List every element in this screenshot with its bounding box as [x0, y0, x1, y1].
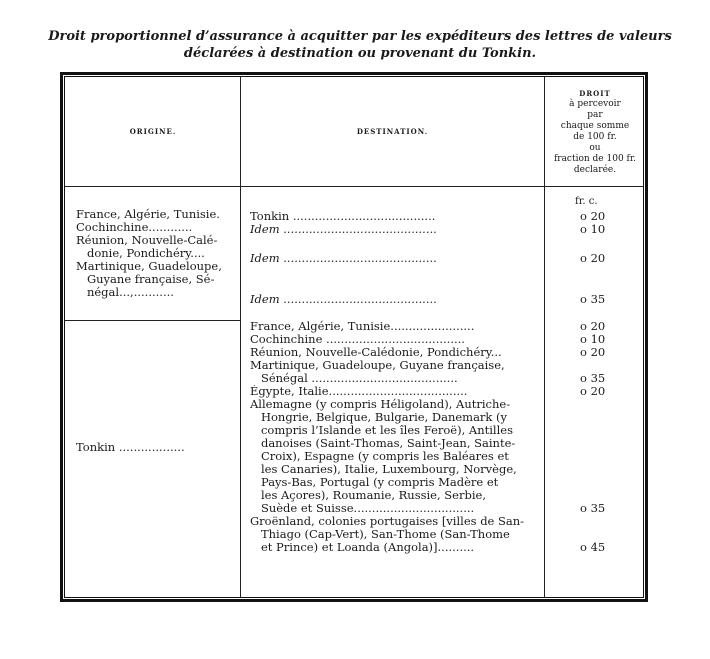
dest-line: Pays-Bas, Portugal (y compris Madère et — [250, 476, 499, 489]
dest-bottom-list — [250, 320, 542, 554]
value-bottom-4: o 35 — [580, 371, 606, 385]
value-bottom-6: o 35 — [580, 501, 606, 515]
header-origine: ORIGINE. — [129, 127, 177, 136]
header-droit-line: DROIT — [579, 89, 611, 98]
origin-line: France, Algérie, Tunisie. — [76, 208, 220, 221]
title-line-2: déclarées à destination ou provenant du Tonkin. — [183, 46, 537, 61]
dest-line: les Canaries), Italie, Luxembourg, Norvège, — [250, 463, 517, 476]
header-droit-line: par — [587, 110, 603, 120]
header-divider — [65, 186, 643, 187]
header-droit-line: de 100 fr. — [573, 132, 617, 142]
dest-line: danoises (Saint-Thomas, Saint-Jean, Sainte- — [250, 437, 516, 450]
dest-top-3: Idem .......................................... — [250, 251, 437, 265]
origin-line: Réunion, Nouvelle-Calé- — [76, 234, 218, 247]
value-bottom-3: o 20 — [580, 345, 606, 359]
dest-line: Allemagne (y compris Héligoland), Autriche- — [250, 398, 511, 411]
origin-line: Cochinchine............ — [76, 221, 193, 234]
title-line-1: Droit proportionnel d’assurance à acquitter par les expéditeurs des lettres de valeurs — [48, 29, 672, 44]
dest-line: compris l’Islande et les îles Feroë), Antilles — [250, 424, 513, 437]
dest-line: les Açores), Roumanie, Russie, Serbie, — [250, 489, 486, 502]
header-droit — [547, 88, 643, 176]
value-top-1: o 20 — [580, 209, 606, 223]
value-bottom-7: o 45 — [580, 540, 606, 554]
value-bottom-5: o 20 — [580, 384, 606, 398]
dest-top-2: Idem .......................................... — [250, 222, 437, 236]
dest-line: Cochinchine ...................................... — [250, 333, 465, 346]
value-bottom-1: o 20 — [580, 319, 606, 333]
value-top-3: o 20 — [580, 251, 606, 265]
header-droit-line: à percevoir — [569, 99, 621, 109]
dest-line: Hongrie, Belgique, Bulgarie, Danemark (y — [250, 411, 508, 424]
origin-bottom: Tonkin .................. — [76, 440, 185, 454]
origin-line: Guyane française, Sé- — [76, 273, 215, 286]
dest-line: France, Algérie, Tunisie....................... — [250, 320, 475, 333]
dest-line: Thiago (Cap-Vert), San-Thome (San-Thome — [250, 528, 510, 541]
dest-line: et Prince) et Loanda (Angola)].......... — [250, 541, 475, 554]
value-top-4: o 35 — [580, 292, 606, 306]
dest-line: Égypte, Italie...................................... — [250, 385, 468, 398]
document-title — [40, 28, 680, 62]
header-droit-line: declarée. — [573, 165, 617, 175]
dest-line: Croix), Espagne (y compris les Baléares et — [250, 450, 509, 463]
origin-line: négal...,........... — [76, 286, 174, 299]
dest-line: Martinique, Guadeloupe, Guyane française, — [250, 359, 505, 372]
header-droit-line: ou — [589, 143, 601, 153]
header-droit-line: fraction de 100 fr. — [553, 154, 637, 164]
dest-line: Sénégal ........................................ — [250, 372, 458, 385]
dest-top-4: Idem .......................................... — [250, 292, 437, 306]
value-bottom-2: o 10 — [580, 332, 606, 346]
origin-top-list — [76, 208, 222, 299]
header-droit-line: chaque somme — [560, 121, 630, 131]
header-destination: DESTINATION. — [356, 127, 429, 136]
dest-line: Suède et Suisse................................. — [250, 502, 475, 515]
origin-line: Martinique, Guadeloupe, — [76, 260, 222, 273]
origin-line: donie, Pondichéry.... — [76, 247, 205, 260]
dest-top-1: Tonkin ....................................... — [250, 209, 436, 223]
dest-line: Groënland, colonies portugaises [villes de San- — [250, 515, 525, 528]
dest-line: Réunion, Nouvelle-Calédonie, Pondichéry... — [250, 346, 502, 359]
unit-label: fr. c. — [575, 196, 598, 207]
origin-group-divider — [65, 320, 240, 321]
value-top-2: o 10 — [580, 222, 606, 236]
column-divider-2 — [544, 77, 545, 597]
column-divider-1 — [240, 77, 241, 597]
